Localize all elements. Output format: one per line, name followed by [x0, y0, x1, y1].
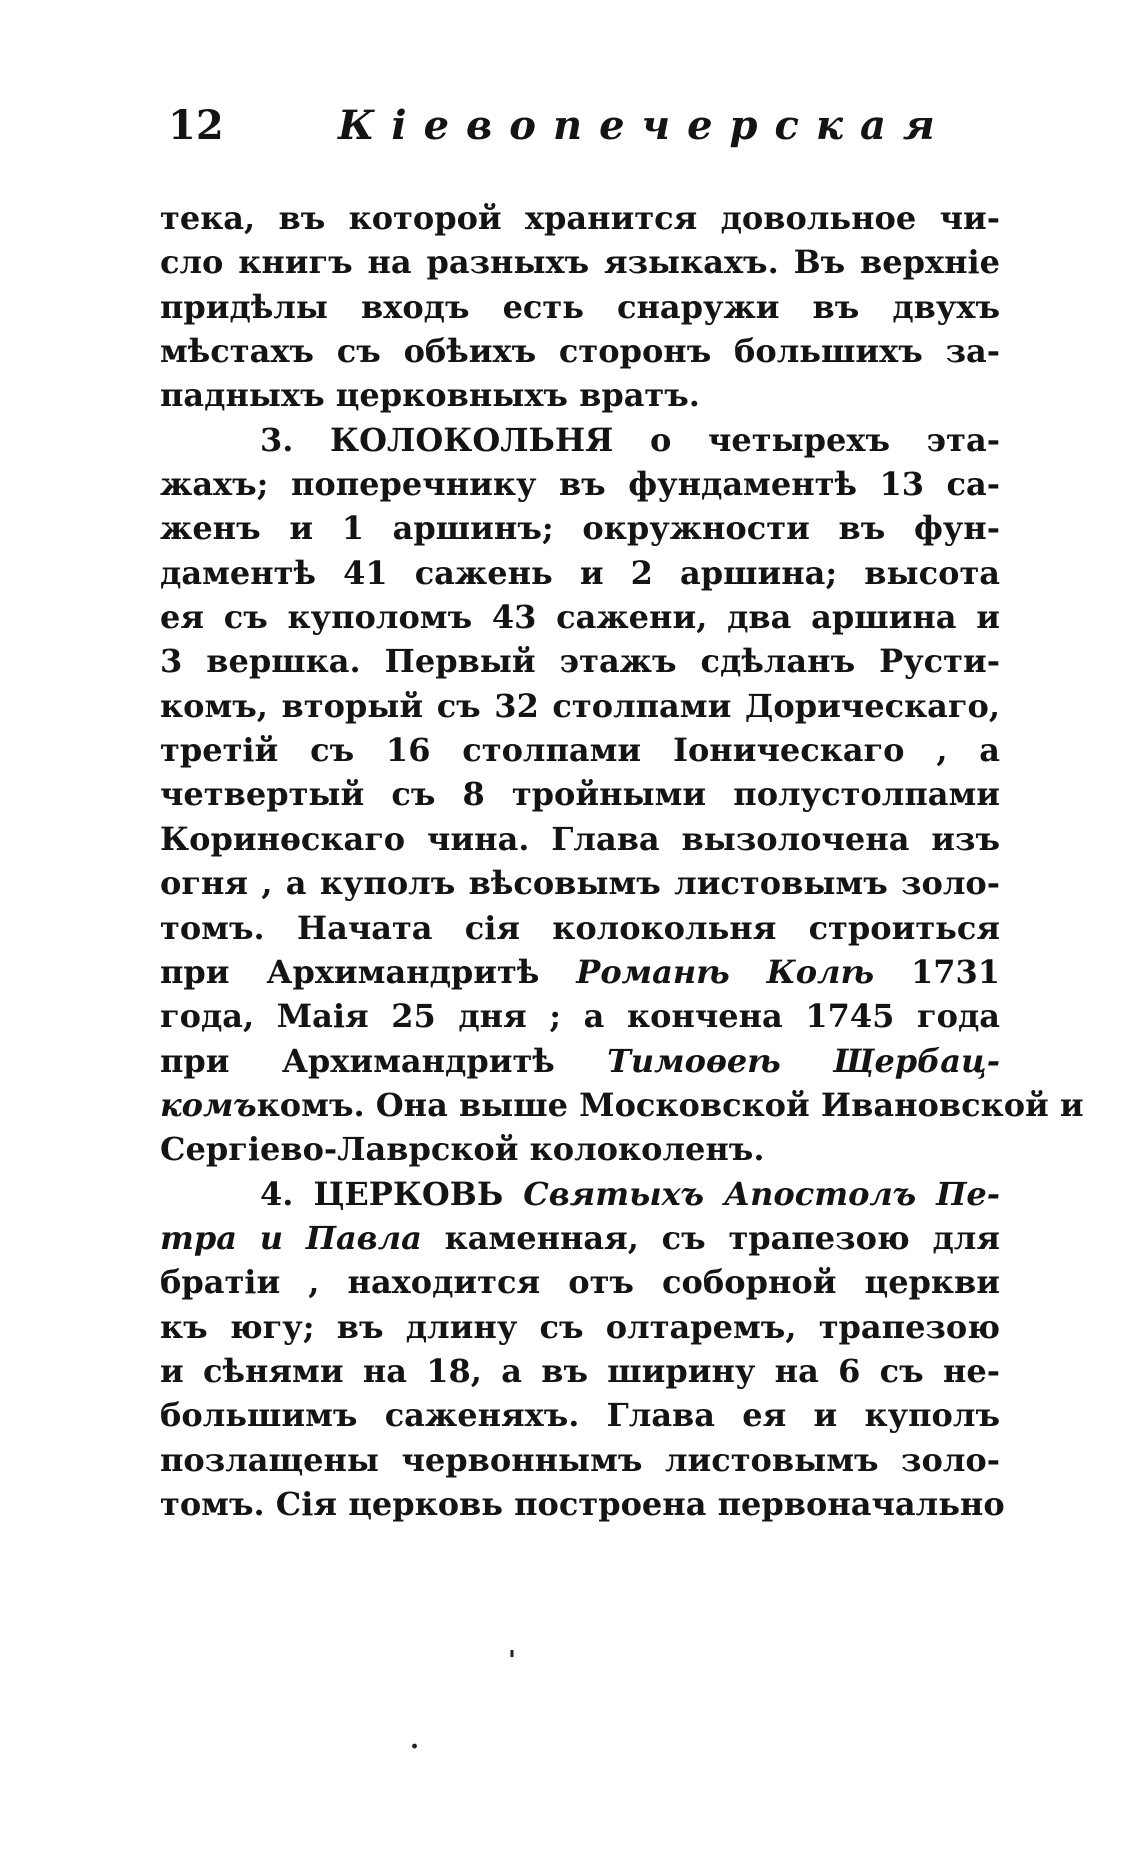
text-line	[160, 1039, 1000, 1083]
running-title: Кiевопечерская	[338, 102, 952, 149]
page-header	[168, 98, 1008, 158]
italic-name: Святыхъ Апостолъ Пе-	[523, 1174, 1001, 1213]
text-line: мѣстахъ съ обѣихъ сторонъ большихъ за-	[160, 332, 1000, 371]
text-line: 3 вершка. Первый этажъ сдѣланъ Русти-	[160, 642, 1000, 681]
text-line: Сергiево-Лаврской колоколенъ.	[160, 1130, 765, 1169]
text-fragment: 4. ЦЕРКОВЬ	[260, 1174, 524, 1213]
text-line: четвертый съ 8 тройными полустолпами	[160, 775, 1000, 814]
text-line: ея съ куполомъ 43 сажени, два аршина и	[160, 598, 1000, 637]
italic-name: тра и Павла	[160, 1218, 422, 1257]
text-line: жахъ; поперечнику въ фундаментѣ 13 са-	[160, 465, 1000, 504]
text-line	[160, 1216, 1000, 1260]
text-fragment: каменная, съ трапезою для	[421, 1218, 1000, 1257]
text-line: женъ и 1 аршинъ; окружности въ фун-	[160, 509, 1000, 548]
stray-mark: ·	[410, 1732, 420, 1762]
section-4-heading-line	[160, 1172, 1000, 1216]
text-line: томъ. Начата сiя колокольня строиться	[160, 908, 1000, 947]
text-fragment: при Архимандритѣ	[160, 1041, 608, 1080]
text-line: даментѣ 41 сажень и 2 аршина; высота	[160, 553, 1000, 592]
text-fragment: комъ. Она выше Московской Ивановской и	[256, 1085, 1084, 1124]
body-text	[160, 196, 1084, 1526]
page-number: 12	[168, 102, 224, 149]
text-line: томъ. Сiя церковь построена первоначально	[160, 1484, 1005, 1523]
italic-name: Тимоѳеѣ Щербац-	[607, 1041, 1000, 1080]
section-3-heading-line: 3. КОЛОКОЛЬНЯ о четырехъ эта-	[260, 420, 1000, 459]
text-line	[160, 950, 1000, 994]
text-line: года, Маiя 25 дня ; а кончена 1745 года	[160, 997, 1000, 1036]
text-line: придѣлы входъ есть снаружи въ двухъ	[160, 287, 1000, 326]
text-line: позлащены червоннымъ листовымъ золо-	[160, 1440, 1000, 1479]
text-line: падныхъ церковныхъ вратъ.	[160, 376, 700, 415]
text-line: къ югу; въ длину съ олтаремъ, трапезою	[160, 1307, 1000, 1346]
italic-name: комъ	[160, 1085, 257, 1124]
text-fragment: при Архимандритѣ	[160, 952, 577, 991]
text-line: сло книгъ на разныхъ языкахъ. Въ верхнiе	[160, 243, 1000, 282]
text-line: и сѣнями на 18, а въ ширину на 6 съ не-	[160, 1351, 1000, 1390]
italic-name: Романѣ Колѣ	[576, 952, 875, 991]
text-line: третiй съ 16 столпами Iоническаго , а	[160, 731, 1000, 770]
text-line: братiи , находится отъ соборной церкви	[160, 1263, 1000, 1302]
text-line: большимъ саженяхъ. Глава ея и куполъ	[160, 1396, 1000, 1435]
stray-mark: '	[508, 1646, 516, 1676]
text-line: комъ, вторый съ 32 столпами Дорическаго,	[160, 686, 1000, 725]
text-line: Коринѳскаго чина. Глава вызолочена изъ	[160, 819, 1000, 858]
text-line: тека, въ которой хранится довольное чи-	[160, 199, 1000, 237]
text-fragment: 1731	[874, 952, 1001, 991]
text-line: огня , а куполъ вѣсовымъ листовымъ золо-	[160, 864, 1000, 903]
text-line	[160, 1083, 1084, 1127]
